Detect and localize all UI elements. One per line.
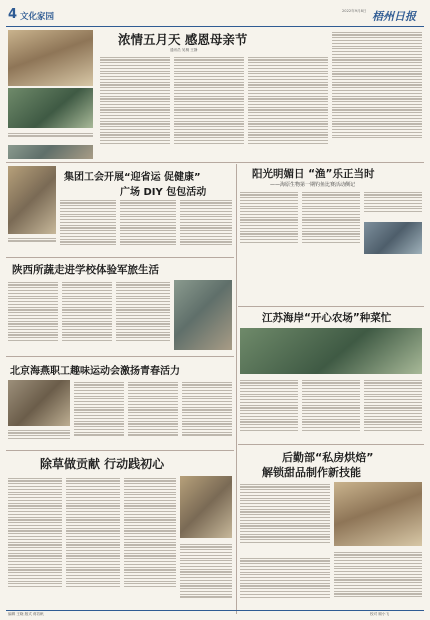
story1-byline: 通讯员 吴桐 王静 [170, 48, 198, 52]
divider-5 [6, 450, 234, 451]
story3-headline: 阳光明媚日 “渔”乐正当时 [252, 168, 375, 180]
story6-caption [8, 428, 70, 446]
divider-1 [6, 162, 424, 163]
story5-body-2 [302, 378, 360, 440]
story6-body-1 [74, 380, 124, 446]
story8-headline-1: 后勤部“私房烘焙” [282, 451, 374, 464]
story3-body-2 [302, 190, 360, 252]
story4-body-1 [8, 280, 58, 352]
story3-body-3 [364, 190, 422, 220]
story4-body-2 [62, 280, 112, 352]
story7-photo [180, 476, 232, 538]
divider-2 [6, 257, 234, 258]
story4-photo [174, 280, 232, 350]
story4-headline: 陕西所蔬走进学校体验军旅生活 [12, 264, 159, 276]
story7-body-3 [124, 476, 176, 606]
page-header [6, 6, 424, 26]
story1-body-col2 [174, 55, 244, 159]
divider-6 [238, 444, 424, 445]
story8-body-1 [240, 482, 330, 554]
page-number: 4 [8, 7, 18, 22]
story5-body-1 [240, 378, 298, 440]
story8-photo [334, 482, 422, 546]
story1-headline: 浓情五月天 感恩母亲节 [118, 32, 248, 47]
story1-caption [8, 131, 93, 143]
story5-headline: 江苏海岸“开心农场”种菜忙 [262, 312, 392, 324]
story8-body-3 [334, 550, 422, 606]
story2-headline-1: 集团工会开展“迎省运 促健康” [64, 172, 201, 183]
story2-body-1 [60, 198, 116, 254]
story2-body-3 [180, 198, 232, 254]
story1-body-col4 [332, 30, 422, 159]
story2-body-2 [120, 198, 176, 254]
story2-photo [8, 166, 56, 234]
story7-headline: 除草做贡献 行动践初心 [40, 457, 165, 471]
footer-proof: 校对 顾小飞 [370, 612, 390, 616]
divider-3 [238, 306, 424, 307]
story6-headline: 北京海燕职工趣味运动会激扬青春活力 [10, 366, 180, 377]
story4-body-3 [116, 280, 170, 352]
story3-photo [364, 222, 422, 254]
masthead-logo: 梧州日报 [372, 10, 416, 23]
section-title: 文化家园 [20, 12, 55, 22]
footer-editors: 编辑 王晓 版式 蒋若帆 [8, 612, 44, 616]
story2-headline-2: 广场 DIY 包包活动 [120, 187, 207, 198]
story3-body-1 [240, 190, 298, 252]
story5-body-3 [364, 378, 422, 440]
story6-photo [8, 380, 70, 426]
header-rule [6, 26, 424, 27]
story1-photo-3 [8, 145, 93, 159]
story1-photo [8, 30, 93, 86]
story8-headline-2: 解锁甜品制作新技能 [262, 466, 361, 479]
footer-rule [6, 610, 424, 611]
issue-date: 2022年9月8日 [342, 9, 367, 13]
divider-4 [6, 356, 234, 357]
story6-body-3 [182, 380, 232, 446]
story1-body-col1 [100, 55, 170, 159]
story7-body-2 [66, 476, 120, 606]
story1-photo-2 [8, 88, 93, 128]
story5-photo [240, 328, 422, 374]
story2-caption [8, 236, 56, 246]
story3-subhead: ——海原生物第一期钓鱼比赛活动侧记 [270, 182, 356, 188]
story1-body-col3 [248, 55, 328, 159]
story7-body-1 [8, 476, 62, 606]
story7-body-4 [180, 542, 232, 606]
story6-body-2 [128, 380, 178, 446]
divider-v1 [236, 164, 237, 614]
story8-body-2 [240, 556, 330, 606]
